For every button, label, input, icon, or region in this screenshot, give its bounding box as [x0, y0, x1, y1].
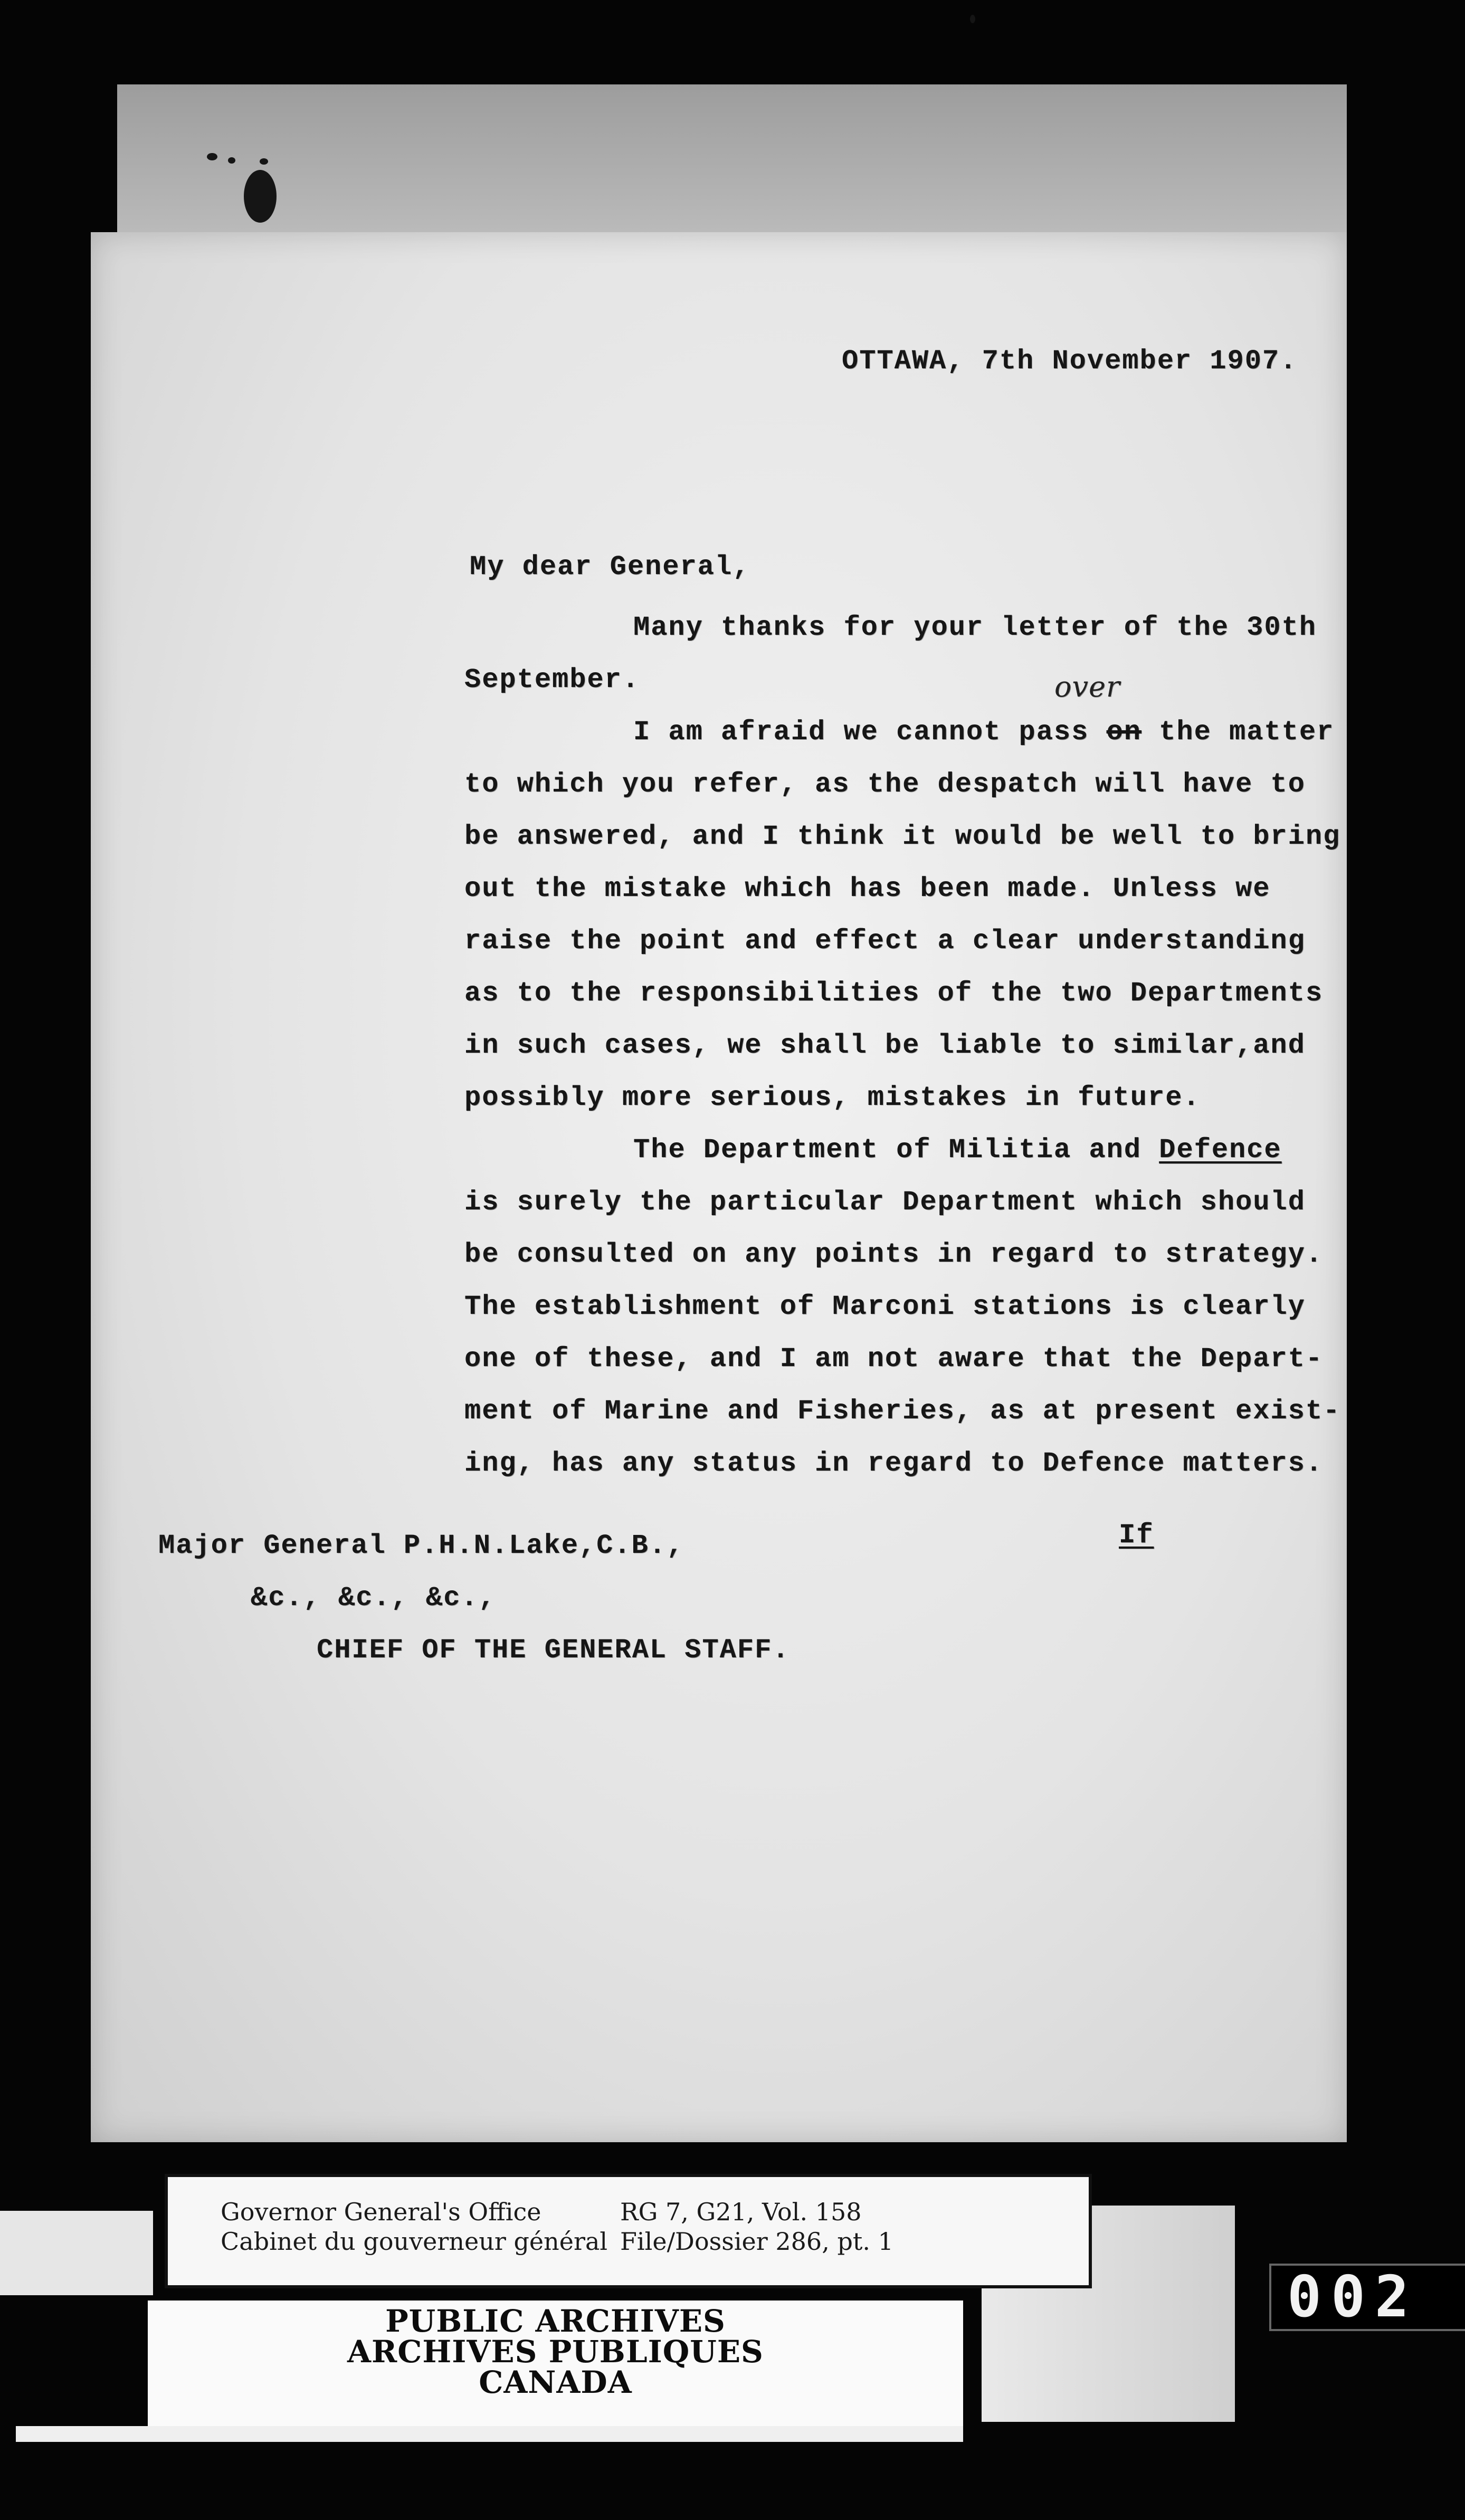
letter-body	[464, 602, 1340, 1490]
body-line: be answered, and I think it would be well to bring	[464, 821, 1341, 852]
archive-office	[221, 2197, 607, 2256]
body-line: as to the responsibilities of the two Departments	[464, 978, 1324, 1009]
film-edge-left	[0, 2211, 153, 2295]
body-line: Many thanks for your letter of the 30th	[633, 612, 1317, 643]
body-line	[464, 706, 1340, 758]
body-line: possibly more serious, mistakes in future.	[464, 1082, 1201, 1113]
body-line: raise the point and effect a clear understanding	[464, 925, 1306, 957]
body-line: one of these, and I am not aware that the Depart-	[464, 1343, 1324, 1374]
ink-speck	[260, 158, 268, 165]
body-line: is surely the particular Department which should	[464, 1187, 1306, 1218]
body-line: to which you refer, as the despatch will have to	[464, 769, 1306, 800]
body-line: out the mistake which has been made. Unless we	[464, 873, 1271, 904]
archives-label	[148, 2301, 963, 2427]
archives-title	[148, 2303, 963, 2400]
addressee-title: CHIEF OF THE GENERAL STAFF.	[317, 1635, 790, 1666]
struck-word: on	[1106, 717, 1141, 748]
body-line-part: the matter	[1141, 717, 1335, 748]
body-line: in such cases, we shall be liable to similar,and	[464, 1030, 1306, 1061]
archive-reference	[620, 2197, 893, 2256]
ink-speck	[207, 153, 217, 160]
body-line: The establishment of Marconi stations is clearly	[464, 1291, 1306, 1322]
ink-speck	[970, 15, 975, 23]
page-catchword: If	[1119, 1520, 1154, 1551]
office-french: Cabinet du gouverneur général	[221, 2227, 608, 2256]
archives-base-strip	[16, 2426, 963, 2442]
body-line-part: The Department of Militia and	[633, 1134, 1159, 1166]
body-line: ing, has any status in regard to Defence matters.	[464, 1448, 1324, 1479]
body-line: ment of Marine and Fisheries, as at present exist-	[464, 1396, 1341, 1427]
underlined-word: Defence	[1159, 1134, 1282, 1166]
addressee-name: Major General P.H.N.Lake,C.B.,	[158, 1530, 684, 1561]
archives-line-2: ARCHIVES PUBLIQUES	[347, 2334, 764, 2370]
body-line-part: I am afraid we cannot pass	[633, 717, 1107, 748]
frame-counter-digits: 002	[1287, 2264, 1419, 2330]
body-line: be consulted on any points in regard to strategy.	[464, 1239, 1324, 1270]
letter-salutation: My dear General,	[470, 551, 750, 583]
letter-dateline: OTTAWA, 7th November 1907.	[842, 346, 1298, 377]
record-group: RG 7, G21, Vol. 158	[620, 2198, 862, 2226]
body-line	[464, 1124, 1340, 1176]
addressee-block	[158, 1520, 790, 1676]
ink-speck	[228, 157, 235, 164]
body-line: September.	[464, 664, 640, 695]
archive-reference-card	[165, 2174, 1092, 2288]
ink-blot	[244, 170, 277, 223]
handwritten-insertion: over	[1054, 670, 1120, 703]
file-number: File/Dossier 286, pt. 1	[620, 2227, 893, 2256]
archives-line-1: PUBLIC ARCHIVES	[385, 2303, 726, 2339]
archives-line-3: CANADA	[479, 2364, 632, 2400]
frame-counter	[1269, 2264, 1465, 2331]
office-english: Governor General's Office	[221, 2198, 541, 2226]
addressee-etc: &c., &c., &c.,	[251, 1582, 496, 1614]
